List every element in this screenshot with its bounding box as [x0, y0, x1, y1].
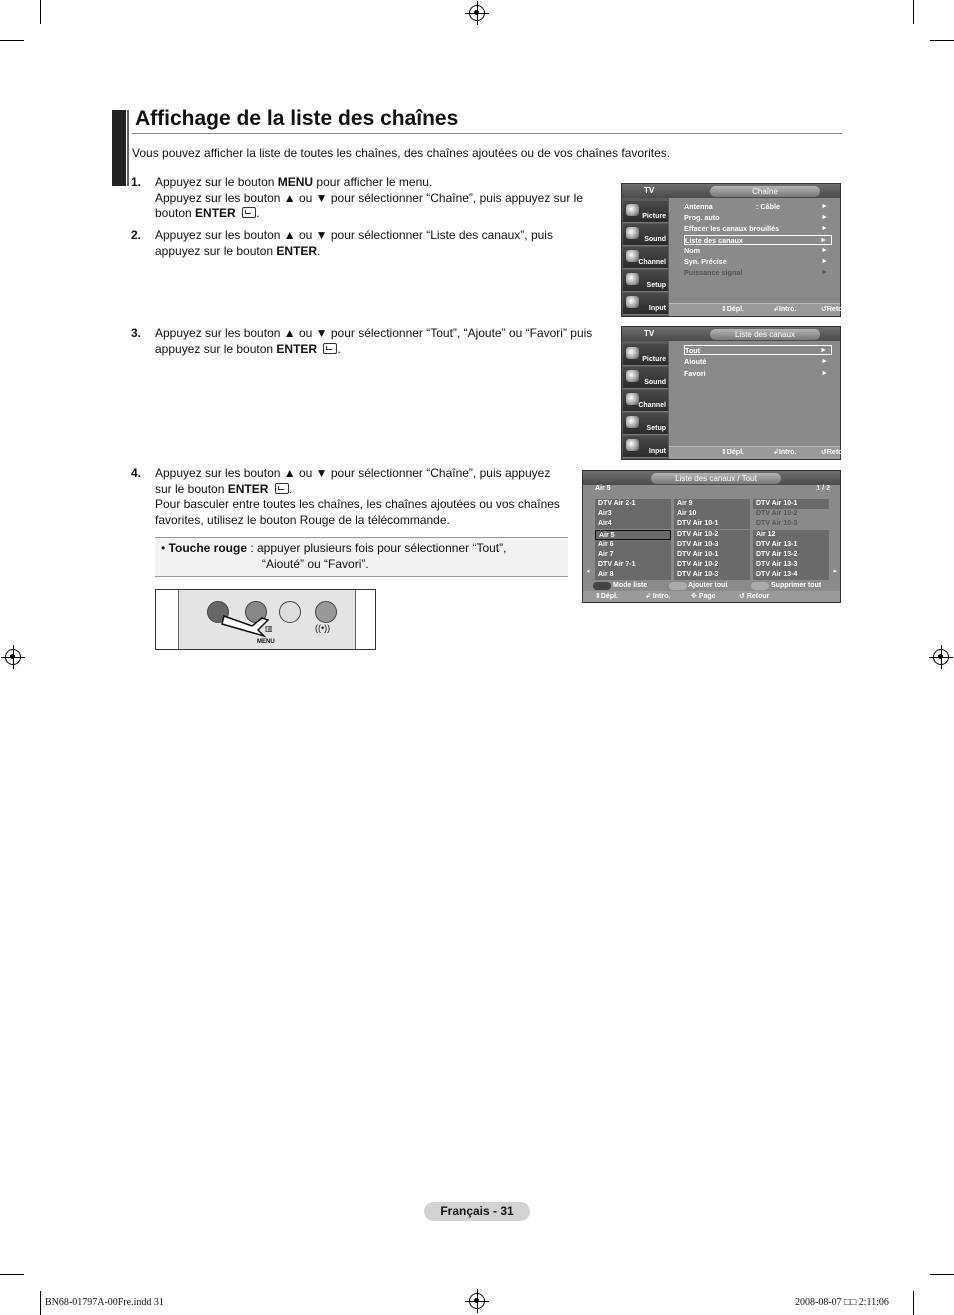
menu-sidebar	[622, 198, 669, 316]
crop-mark	[0, 1274, 24, 1275]
sidebar-item-input[interactable]: Input	[623, 436, 668, 458]
input-icon	[626, 439, 639, 451]
menu-item-puissance-signal[interactable]: Puissance signal ►	[684, 268, 828, 277]
input-icon	[626, 296, 639, 308]
channel-list-item[interactable]: Air4	[595, 519, 671, 529]
channel-list-item[interactable]: DTV Air 10-2	[674, 560, 750, 570]
setup-icon	[626, 416, 639, 428]
scroll-right-icon[interactable]: ▸	[833, 568, 837, 575]
sidebar-item-setup[interactable]: Setup	[623, 413, 668, 435]
menu-footer: ⇕ Dépl. ↲ Intro. ↺ Retour	[669, 446, 840, 459]
channel-list-item[interactable]: DTV Air 13-4	[753, 570, 829, 580]
sidebar-item-sound[interactable]: Sound	[623, 367, 668, 389]
red-button-icon	[593, 582, 611, 590]
menu-item-syn-precise[interactable]: Syn. Précise ►	[684, 257, 828, 266]
channel-list-footer: ⇕Dépl. ↲ Intro. ✥ Page ↺ Retour	[583, 591, 840, 602]
imprint-date: 2008-08-07 □□ 2:11:06	[795, 1297, 889, 1308]
sidebar-item-picture[interactable]: Picture	[623, 201, 668, 223]
step-2-text: Appuyez sur les bouton ▲ ou ▼ pour sélectionner “Liste des canaux”, puis appuyez sur le bouton ENTER.	[155, 228, 553, 258]
mode-liste-button[interactable]: Mode liste	[613, 582, 648, 589]
green-button-icon	[669, 582, 687, 590]
heading-accent-bar	[127, 110, 129, 186]
step-3-text: Appuyez sur les bouton ▲ ou ▼ pour sélectionner “Tout”, “Ajoute” ou “Favori” puis appuyez sur le bouton ENTER .	[155, 326, 593, 356]
tv-menu-channel	[621, 183, 850, 317]
note-text: • Touche rouge : appuyer plusieurs fois pour sélectionner “Tout”, “Aiouté” ou “Favori”.	[161, 541, 507, 571]
channel-list-header: Liste des canaux / Tout	[651, 473, 781, 484]
menu-header: Chaîne	[710, 186, 820, 197]
channel-list-screen	[582, 470, 841, 603]
menu-label: MENU	[257, 639, 275, 645]
channel-list-item[interactable]: DTV Air 13-1	[753, 540, 829, 550]
step-number: 1.	[131, 175, 142, 189]
channel-list-item[interactable]: DTV Air 2-1	[595, 499, 671, 509]
remote-control-illustration	[155, 589, 376, 650]
picture-icon	[626, 204, 639, 216]
page-number-badge: Français - 31	[424, 1202, 530, 1221]
crop-mark	[40, 1291, 41, 1315]
tv-label: TV	[644, 329, 655, 338]
channel-list-item[interactable]: Air 8	[595, 570, 671, 580]
crop-mark	[913, 1291, 914, 1315]
sidebar-item-setup[interactable]: Setup	[623, 270, 668, 292]
menu-item-liste-des-canaux[interactable]: Liste des canaux ►	[684, 235, 832, 245]
channel-list-item[interactable]: DTV Air 13-3	[753, 560, 829, 570]
registration-mark-icon	[933, 649, 949, 665]
current-channel: Air 5	[595, 485, 611, 492]
channel-list-item[interactable]: DTV Air 13-2	[753, 550, 829, 560]
enter-icon	[275, 483, 289, 494]
channel-list-item[interactable]: DTV Air 10-3	[674, 570, 750, 580]
enter-icon	[323, 343, 337, 354]
menu-header: Liste des canaux	[710, 329, 820, 340]
channel-list-item[interactable]: DTV Air 10-3	[674, 540, 750, 550]
channel-list-item[interactable]: Air 10	[674, 509, 750, 519]
menu-footer: ⇕ Dépl. ↲ Intro. ↺ Retour	[669, 303, 840, 316]
step-number: 3.	[131, 326, 142, 340]
pointer-arrow-icon	[214, 610, 274, 640]
title-divider	[132, 133, 842, 134]
tv-label: TV	[644, 186, 655, 195]
imprint-file: BN68-01797A-00Fre.indd 31	[45, 1297, 164, 1308]
sound-icon	[626, 227, 639, 239]
crop-mark	[930, 40, 954, 41]
menu-list-icon: ▥	[265, 624, 273, 633]
picture-icon	[626, 347, 639, 359]
channel-list-item[interactable]: DTV Air 10-3	[753, 519, 829, 529]
ajouter-tout-button[interactable]: Ajouter tout	[688, 582, 728, 589]
page-title: Affichage de la liste des chaînes	[135, 107, 459, 130]
crop-mark	[913, 0, 914, 24]
page-indicator: 1 / 2	[816, 485, 830, 492]
setup-icon	[626, 273, 639, 285]
channel-list-buttons	[593, 581, 830, 591]
sidebar-item-channel[interactable]: Channel	[623, 390, 668, 412]
channel-list-item[interactable]: Air 5	[595, 530, 671, 540]
channel-list-item[interactable]: DTV Air 10-1	[674, 519, 750, 529]
channel-icon	[626, 393, 639, 405]
step-4-text: Appuyez sur les bouton ▲ ou ▼ pour sélectionner “Chaîne”, puis appuyez sur le bouton ENTER . Pour basculer entre toutes les chaînes, les chaînes ajoutées ou vos chaînes favorites, utilisez le bouton Rouge de la télécommande.	[155, 466, 560, 527]
menu-sidebar	[622, 341, 669, 459]
menu-item-effacer[interactable]: Effacer les canaux brouillés ►	[684, 224, 828, 233]
crop-mark	[0, 40, 24, 41]
yellow-button-icon	[751, 582, 769, 590]
channel-list-item[interactable]: Air 12	[753, 530, 829, 540]
supprimer-tout-button[interactable]: Supprimer tout	[771, 582, 822, 589]
channel-icon	[626, 250, 639, 262]
registration-mark-icon	[5, 649, 21, 665]
yellow-button[interactable]	[279, 601, 301, 623]
step-1-text: Appuyez sur le bouton MENU pour afficher le menu. Appuyez sur les bouton ▲ ou ▼ pour sélectionner “Chaîne”, puis appuyez sur le bouton ENTER .	[155, 175, 583, 220]
sidebar-item-input[interactable]: Input	[623, 293, 668, 315]
sidebar-item-sound[interactable]: Sound	[623, 224, 668, 246]
blue-button[interactable]	[315, 601, 337, 623]
sidebar-item-picture[interactable]: Picture	[623, 344, 668, 366]
channel-list-item[interactable]: DTV Air 10-1	[674, 550, 750, 560]
channel-list-item[interactable]: DTV Air 10-2	[753, 509, 829, 519]
broadcast-icon: ((•))	[315, 623, 331, 633]
menu-item-ajoute[interactable]: Aiouté ►	[684, 357, 828, 366]
registration-mark-icon	[469, 1293, 485, 1309]
enter-icon	[242, 207, 256, 218]
menu-item-tout[interactable]: Tout ►	[684, 345, 832, 355]
menu-item-antenna[interactable]: Antenna : Câble ►	[684, 202, 828, 211]
channel-list-item[interactable]: Air 6	[595, 540, 671, 550]
channel-list-item[interactable]: DTV Air 7-1	[595, 560, 671, 570]
channel-list-item[interactable]: DTV Air 10-2	[674, 530, 750, 540]
channel-list-item[interactable]: Air3	[595, 509, 671, 519]
menu-item-prog-auto[interactable]: Prog. auto ►	[684, 213, 828, 222]
heading-accent-bar	[112, 110, 126, 186]
sound-icon	[626, 370, 639, 382]
channel-list-item[interactable]: DTV Air 10-1	[753, 499, 829, 509]
registration-mark-icon	[469, 5, 485, 21]
intro-text: Vous pouvez afficher la liste de toutes les chaînes, des chaînes ajoutées ou de vos chaînes favorites.	[132, 146, 671, 160]
channel-list-item[interactable]: Air 7	[595, 550, 671, 560]
menu-item-favori[interactable]: Favori ►	[684, 369, 828, 378]
menu-item-nom[interactable]: Nom ►	[684, 246, 828, 255]
sidebar-item-channel[interactable]: Channel	[623, 247, 668, 269]
crop-mark	[930, 1274, 954, 1275]
step-number: 4.	[131, 466, 142, 480]
tv-menu-liste-des-canaux	[621, 326, 850, 460]
crop-mark	[40, 0, 41, 24]
step-number: 2.	[131, 228, 142, 242]
channel-list-item[interactable]: Air 9	[674, 499, 750, 509]
scroll-left-icon[interactable]: ◂	[586, 568, 590, 575]
